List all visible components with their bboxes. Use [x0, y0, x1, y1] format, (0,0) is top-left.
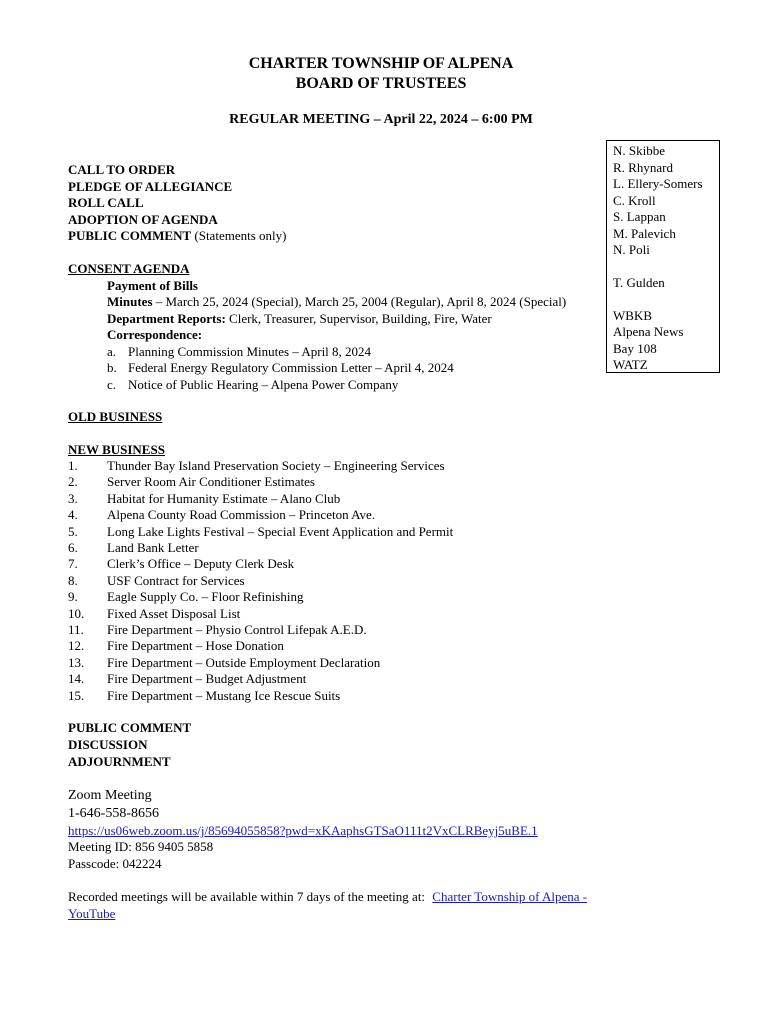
item-number: 2.	[68, 474, 78, 490]
adjournment: ADJOURNMENT	[68, 754, 171, 769]
item-number: 8.	[68, 572, 78, 588]
new-business-item: Fire Department – Hose Donation	[107, 638, 284, 654]
new-business-item: USF Contract for Services	[107, 572, 245, 588]
new-business-heading: NEW BUSINESS	[68, 442, 165, 457]
document-title: CHARTER TOWNSHIP OF ALPENA	[248, 55, 514, 72]
correspondence-marker: c.	[107, 376, 117, 392]
zoom-passcode: Passcode: 042224	[68, 856, 162, 871]
discussion: DISCUSSION	[68, 737, 148, 752]
new-business-item: Server Room Air Conditioner Estimates	[107, 474, 315, 490]
trustee-name: L. Ellery-Somers	[613, 176, 703, 191]
correspondence-item: Notice of Public Hearing – Alpena Power Company	[128, 376, 399, 392]
public-comment-note: (Statements only)	[194, 228, 287, 243]
public-comment-label: PUBLIC COMMENT	[68, 228, 192, 243]
attendance-box	[606, 140, 720, 373]
department-reports-line	[107, 311, 492, 327]
staff-name: T. Gulden	[613, 275, 665, 290]
media-name: Alpena News	[613, 324, 684, 339]
trustee-name: N. Skibbe	[613, 143, 665, 158]
trustee-name: M. Palevich	[613, 225, 676, 241]
item-number: 13.	[68, 654, 85, 670]
meeting-heading: REGULAR MEETING – April 22, 2024 – 6:00 PM	[229, 112, 533, 127]
new-business-item: Fire Department – Physio Control Lifepak A.E.D.	[107, 622, 367, 637]
new-business-item: Fire Department – Mustang Ice Rescue Suits	[107, 687, 341, 703]
new-business-item: Habitat for Humanity Estimate – Alano Club	[107, 490, 341, 506]
zoom-heading: Zoom Meeting	[68, 788, 152, 803]
zoom-meeting-id: Meeting ID: 856 9405 5858	[68, 839, 214, 854]
youtube-link-continued[interactable]: YouTube	[68, 906, 116, 921]
minutes-label: Minutes	[107, 294, 153, 309]
document-subtitle: BOARD OF TRUSTEES	[295, 75, 467, 92]
old-business-heading: OLD BUSINESS	[68, 409, 163, 424]
item-number: 7.	[68, 556, 78, 572]
item-number: 10.	[68, 605, 85, 621]
department-reports-text: Clerk, Treasurer, Supervisor, Building, Fire, Water	[229, 310, 492, 326]
correspondence-marker: b.	[107, 360, 117, 375]
new-business-item: Clerk’s Office – Deputy Clerk Desk	[107, 556, 295, 572]
roll-call: ROLL CALL	[68, 195, 144, 210]
new-business-item: Fixed Asset Disposal List	[107, 605, 241, 621]
public-comment-closing: PUBLIC COMMENT	[68, 720, 192, 735]
zoom-link[interactable]: https://us06web.zoom.us/j/85694055858?pwd=xKAaphsGTSaO111t2VxCLRBeyj5uBE.1	[68, 823, 538, 838]
item-number: 14.	[68, 671, 85, 687]
item-number: 12.	[68, 638, 85, 654]
media-name: Bay 108	[613, 340, 657, 356]
call-to-order: CALL TO ORDER	[68, 162, 176, 177]
item-number: 4.	[68, 507, 78, 523]
new-business-item: Land Bank Letter	[107, 540, 199, 555]
recorded-text: Recorded meetings will be available within 7 days of the meeting at:	[68, 889, 426, 904]
item-number: 5.	[68, 523, 78, 539]
minutes-line	[107, 294, 566, 310]
minutes-text: – March 25, 2024 (Special), March 25, 2004 (Regular), April 8, 2024 (Special)	[155, 294, 567, 309]
trustee-name: N. Poli	[613, 242, 650, 257]
item-number: 15.	[68, 687, 85, 703]
media-name: WBKB	[613, 307, 652, 323]
new-business-item: Fire Department – Outside Employment Declaration	[107, 654, 381, 670]
trustee-name: R. Rhynard	[613, 159, 673, 175]
media-name: WATZ	[613, 357, 648, 372]
zoom-phone: 1-646-558-8656	[68, 806, 159, 821]
youtube-link[interactable]: Charter Township of Alpena -	[432, 889, 588, 904]
correspondence-item: Federal Energy Regulatory Commission Letter – April 4, 2024	[128, 360, 454, 375]
public-comment-opening	[68, 228, 286, 244]
recorded-meetings-note	[68, 889, 587, 905]
pledge-of-allegiance: PLEDGE OF ALLEGIANCE	[68, 178, 233, 194]
adoption-of-agenda: ADOPTION OF AGENDA	[68, 211, 218, 227]
item-number: 1.	[68, 458, 78, 473]
correspondence-marker: a.	[107, 343, 117, 359]
new-business-item: Alpena County Road Commission – Princeton Ave.	[107, 507, 376, 523]
correspondence-item: Planning Commission Minutes – April 8, 2024	[128, 343, 372, 359]
payment-of-bills: Payment of Bills	[107, 277, 198, 293]
trustee-name: C. Kroll	[613, 192, 656, 208]
new-business-item: Long Lake Lights Festival – Special Event Application and Permit	[107, 523, 454, 539]
new-business-item: Fire Department – Budget Adjustment	[107, 671, 307, 687]
item-number: 9.	[68, 589, 78, 605]
item-number: 3.	[68, 490, 78, 506]
department-reports-label: Department Reports:	[107, 310, 226, 326]
new-business-item: Thunder Bay Island Preservation Society – Engineering Services	[107, 458, 445, 473]
correspondence-label: Correspondence:	[107, 327, 203, 342]
consent-agenda-heading: CONSENT AGENDA	[68, 261, 190, 276]
item-number: 11.	[68, 622, 84, 637]
trustee-name: S. Lappan	[613, 209, 666, 224]
item-number: 6.	[68, 540, 78, 555]
new-business-item: Eagle Supply Co. – Floor Refinishing	[107, 589, 304, 605]
